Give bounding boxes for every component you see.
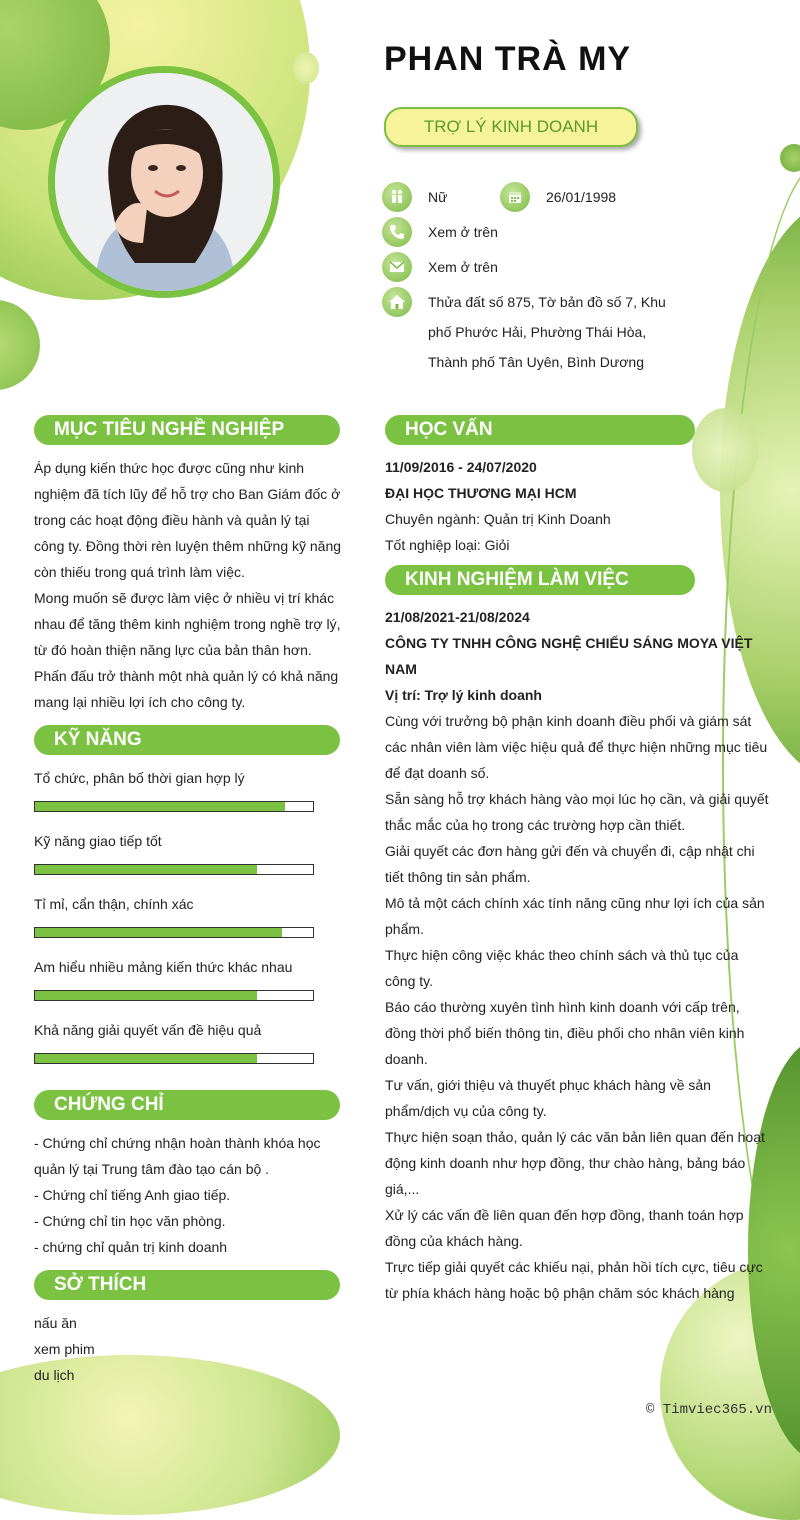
skill-label: Am hiểu nhiều mảng kiến thức khác nhau [34, 959, 293, 975]
certificate-line: - chứng chỉ quản trị kinh doanh [34, 1239, 228, 1255]
skill-bar-fill [35, 865, 257, 874]
decor-dot-right [780, 144, 800, 172]
skill-bar-fill [35, 928, 282, 937]
skill-bar [34, 990, 314, 1001]
experience-line: Sẵn sàng hỗ trợ khách hàng vào mọi lúc họ cần, và giải quyết [385, 791, 769, 807]
hobby-line: nấu ăn [34, 1315, 77, 1331]
section-certificates-title: CHỨNG CHỈ [34, 1090, 340, 1120]
experience-line: các nhân viên làm việc hiệu quả để thực hiện những mục tiêu [385, 739, 768, 755]
skill-bar [34, 927, 314, 938]
email-icon [382, 252, 412, 282]
phone-icon [382, 217, 412, 247]
experience-line: Trực tiếp giải quyết các khiếu nại, phản hồi tích cực, tiêu cực [385, 1259, 763, 1275]
skill-bar [34, 801, 314, 812]
section-experience-title: KINH NGHIỆM LÀM VIỆC [385, 565, 695, 595]
skill-bar [34, 864, 314, 875]
experience-block [385, 604, 780, 1306]
objective-line: mang lại nhiều lợi ích cho công ty. [34, 694, 246, 710]
experience-line: Báo cáo thường xuyên tình hình kinh doanh với cấp trên, [385, 999, 740, 1015]
section-hobbies-title: SỞ THÍCH [34, 1270, 340, 1300]
skill-bar-fill [35, 1054, 257, 1063]
hobby-line: du lịch [34, 1367, 75, 1383]
section-skills-title: KỸ NĂNG [34, 725, 340, 755]
hobby-line: xem phim [34, 1341, 95, 1357]
experience-line: Thực hiện soạn thảo, quản lý các văn bản liên quan đến hoạt [385, 1129, 765, 1145]
certificate-line: - Chứng chỉ tiếng Anh giao tiếp. [34, 1187, 231, 1203]
experience-line: doanh. [385, 1051, 428, 1067]
birthdate-value: 26/01/1998 [546, 189, 617, 205]
gender-value: Nữ [428, 189, 448, 205]
position-label: TRỢ LÝ KINH DOANH [423, 117, 599, 136]
portrait-illustration [55, 73, 273, 291]
experience-line: tiết thông tin sản phẩm. [385, 869, 531, 885]
objective-line: trong các hoạt động điều hành và quản lý tại [34, 512, 310, 528]
home-icon [382, 287, 412, 317]
decor-dot-top [293, 52, 319, 84]
skill-label: Tổ chức, phân bố thời gian hợp lý [34, 770, 245, 786]
skill-bar-fill [35, 802, 285, 811]
position-badge [384, 107, 638, 147]
section-objective-title: MỤC TIÊU NGHỀ NGHIỆP [34, 415, 340, 445]
candidate-name: PHAN TRÀ MY [384, 40, 632, 78]
experience-company: CÔNG TY TNHH CÔNG NGHỆ CHIẾU SÁNG MOYA VIỆT NAM [385, 635, 753, 677]
objective-line: nghiệm đã tích lũy để hỗ trợ cho Ban Giám đốc ở [34, 486, 341, 502]
experience-line: Cùng với trưởng bộ phận kinh doanh điều phối và giám sát [385, 713, 752, 729]
experience-line: Mô tả một cách chính xác tính năng cũng như lợi ích của sản [385, 895, 765, 911]
experience-line: Thực hiện công việc khác theo chính sách và thủ tục của [385, 947, 739, 963]
education-major: Chuyên ngành: Quản trị Kinh Doanh [385, 511, 611, 527]
experience-line: phẩm. [385, 921, 424, 937]
education-school: ĐẠI HỌC THƯƠNG MẠI HCM [385, 485, 577, 501]
objective-line: còn thiếu trong quá trình làm việc. [34, 564, 245, 580]
skill-label: Khả năng giải quyết vấn đề hiệu quả [34, 1022, 262, 1038]
experience-line: từ phía khách hàng hoặc bộ phận chăm sóc khách hàng [385, 1285, 735, 1301]
experience-role: Vị trí: Trợ lý kinh doanh [385, 687, 542, 703]
certificate-line: quản lý tại Trung tâm đào tạo cán bộ . [34, 1161, 270, 1177]
objective-line: Mong muốn sẽ được làm việc ở nhiều vị trí khác [34, 590, 335, 606]
experience-line: để đạt doanh số. [385, 765, 490, 781]
objective-text [34, 455, 344, 715]
address-line-3: Thành phố Tân Uyên, Bình Dương [428, 354, 644, 370]
experience-line: giá,... [385, 1181, 420, 1197]
certificate-line: - Chứng chỉ chứng nhận hoàn thành khóa học [34, 1135, 321, 1151]
experience-line: Tư vấn, giới thiệu và thuyết phục khách hàng về sản [385, 1077, 711, 1093]
experience-period: 21/08/2021-21/08/2024 [385, 609, 530, 625]
watermark: © Timviec365.vn [645, 1402, 772, 1418]
calendar-icon [500, 182, 530, 212]
avatar [55, 73, 273, 291]
certificates-text [34, 1130, 344, 1260]
objective-line: công ty. Đồng thời rèn luyện thêm những kỹ năng [34, 538, 342, 554]
experience-line: đồng thời phổ biến thông tin, điều phối cho nhân viên kinh [385, 1025, 745, 1041]
objective-line: từ đó hoàn thiện năng lực của bản thân hơn. [34, 642, 312, 658]
skill-label: Tỉ mỉ, cẩn thận, chính xác [34, 896, 194, 912]
email-value: Xem ở trên [428, 259, 498, 275]
hobbies-text [34, 1310, 344, 1388]
experience-line: Xử lý các vấn đề liên quan đến hợp đồng, thanh toán hợp [385, 1207, 744, 1223]
skill-bar-fill [35, 991, 257, 1000]
skill-label: Kỹ năng giao tiếp tốt [34, 833, 162, 849]
experience-line: Giải quyết các đơn hàng gửi đến và chuyển đi, cập nhật chi [385, 843, 755, 859]
phone-value: Xem ở trên [428, 224, 498, 240]
education-grade: Tốt nghiệp loại: Giỏi [385, 537, 510, 553]
section-education-title: HỌC VẤN [385, 415, 695, 445]
experience-line: phẩm/dịch vụ của công ty. [385, 1103, 547, 1119]
objective-line: Áp dụng kiến thức học được cũng như kinh [34, 460, 305, 476]
address-line-1: Thửa đất số 875, Tờ bản đồ số 7, Khu [428, 294, 666, 310]
address-line-2: phố Phước Hải, Phường Thái Hòa, [428, 324, 647, 340]
skill-bar [34, 1053, 314, 1064]
experience-line: đồng của khách hàng. [385, 1233, 523, 1249]
objective-line: Phấn đấu trở thành một nhà quản lý có khả năng [34, 668, 339, 684]
gender-icon [382, 182, 412, 212]
education-block [385, 454, 775, 558]
certificate-line: - Chứng chỉ tin học văn phòng. [34, 1213, 226, 1229]
decor-blob-left-mid [0, 300, 40, 390]
education-period: 11/09/2016 - 24/07/2020 [385, 459, 537, 475]
experience-line: động kinh doanh như hợp đồng, thư chào hàng, bảng báo [385, 1155, 746, 1171]
experience-line: công ty. [385, 973, 433, 989]
objective-line: nhau để tăng thêm kinh nghiệm trong nghề trợ lý, [34, 616, 341, 632]
experience-line: thắc mắc của họ trong các trường hợp cần thiết. [385, 817, 686, 833]
